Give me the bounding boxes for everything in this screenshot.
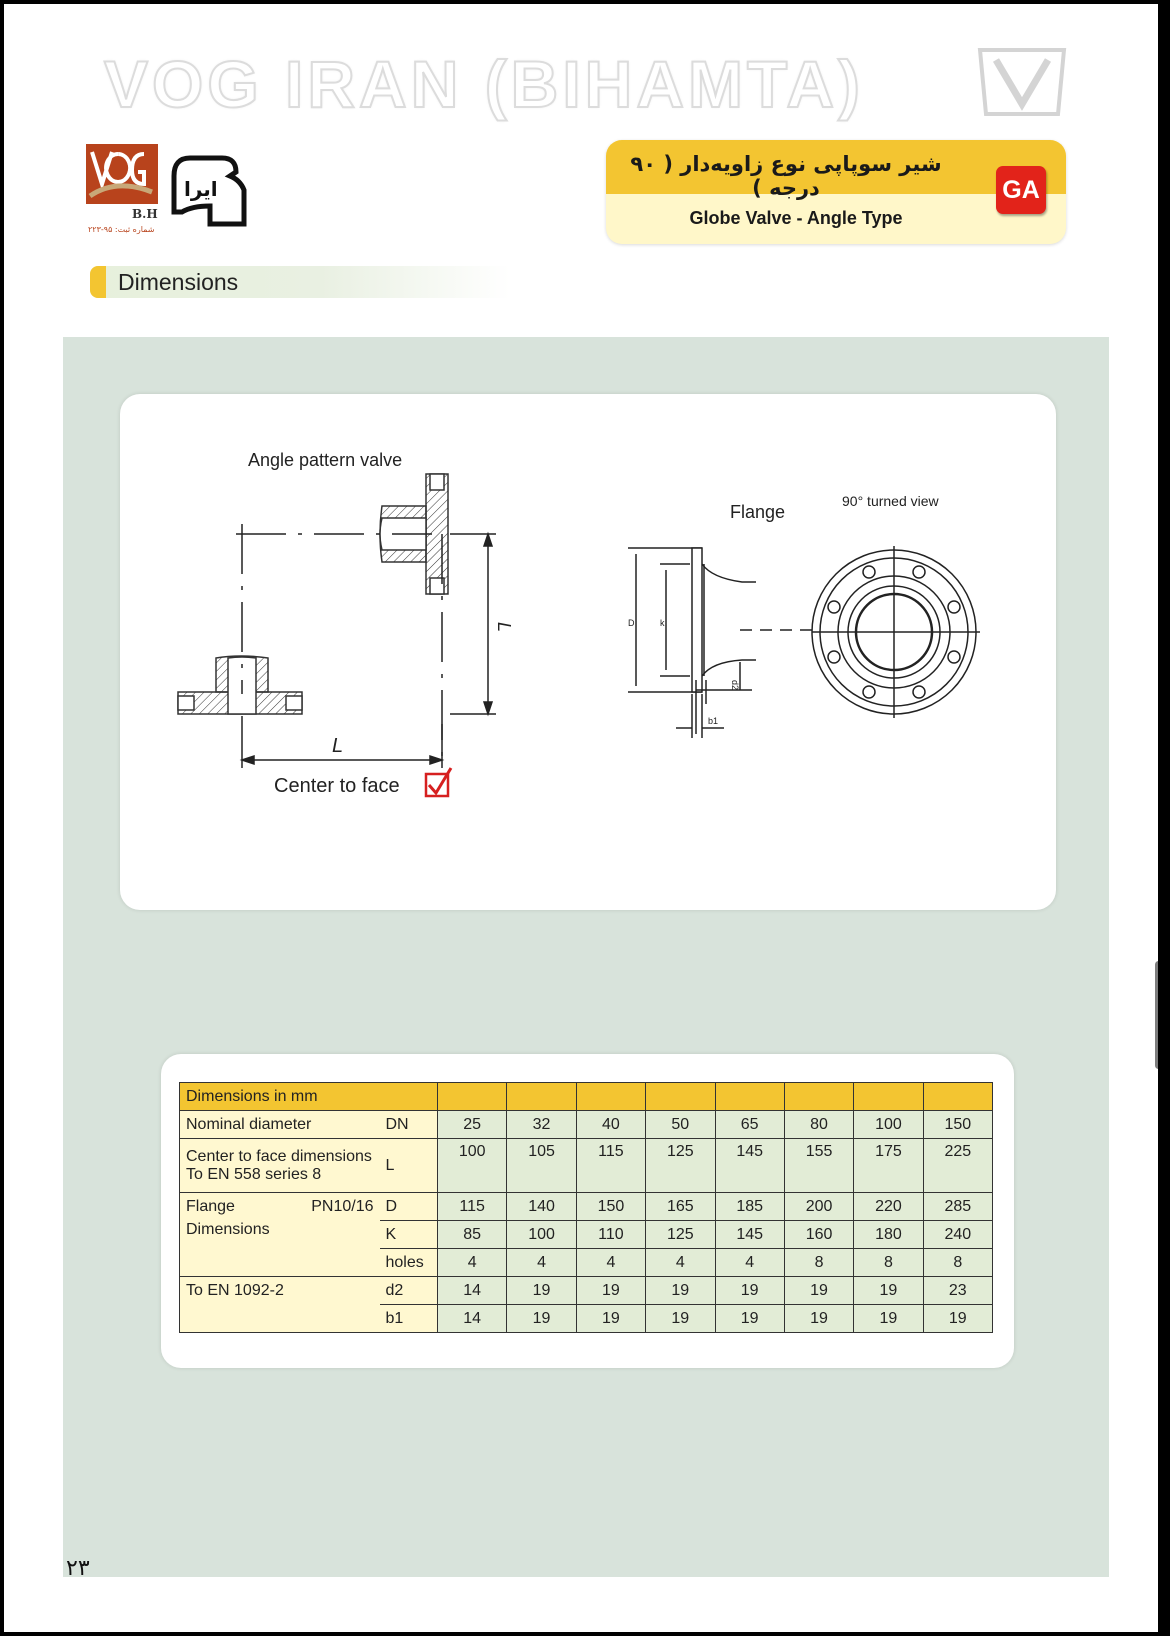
label-k: k — [660, 618, 665, 628]
label-l-vertical: L — [494, 622, 514, 633]
type-badge: GA — [996, 166, 1046, 214]
label-d2: d2 — [730, 680, 740, 691]
valve-drawing — [120, 394, 1056, 910]
table-row-center-to-face: Center to face dimensions To EN 558 series 8 L 100 105 115 125 145 155 175 225 — [180, 1139, 993, 1193]
section-header — [90, 266, 510, 298]
vog-logo-text: B.H — [132, 207, 158, 221]
section-title: Dimensions — [118, 269, 239, 295]
table-row-flange-d: Flange PN10/16 D 115 140 150 165 185 200 220 285 — [180, 1193, 993, 1221]
product-title-box — [606, 140, 1066, 244]
flange-side-view — [628, 548, 812, 738]
label-d: D — [628, 618, 635, 628]
diagram-card — [120, 394, 1056, 910]
vog-logo-registration: شماره ثبت: ۹۵-۲۲۳ — [88, 225, 155, 234]
flange-front-view — [812, 546, 980, 718]
standard-logo-text: ایرا — [184, 177, 218, 201]
table-row-d2: To EN 1092-2 d2 14 19 19 19 19 19 19 23 — [180, 1277, 993, 1305]
table-row-nominal: Nominal diameter DN 25 32 40 50 65 80 100 150 — [180, 1111, 993, 1139]
english-title: Globe Valve - Angle Type — [689, 208, 903, 228]
table-header-label: Dimensions in mm — [180, 1083, 438, 1111]
iran-standard-logo — [170, 154, 250, 232]
table-row-holes: holes 4 4 4 4 4 8 8 8 — [180, 1249, 993, 1277]
angle-pattern-title: Angle pattern valve — [248, 450, 403, 470]
center-to-face-checkbox — [426, 768, 451, 796]
bottom-flange — [178, 656, 302, 714]
dimensions-table-card — [161, 1054, 1014, 1368]
page-number: ۲۳ — [66, 1556, 90, 1581]
scrollbar-thumb[interactable] — [1155, 961, 1158, 1069]
turned-view-title: 90° turned view — [842, 493, 939, 509]
flange-title: Flange — [730, 502, 786, 522]
label-b1: b1 — [708, 716, 719, 726]
center-to-face-label: Center to face — [274, 775, 400, 797]
catalog-page — [4, 4, 1158, 1632]
brand-watermark: VOG IRAN (BIHAMTA) — [104, 47, 865, 121]
vog-company-logo — [86, 144, 158, 236]
table-header-row — [180, 1083, 993, 1111]
persian-title: شیر سوپاپی نوع زاویه‌دار ( ۹۰ درجه ) — [630, 152, 942, 200]
table-row-flange-k: Dimensions K 85 100 110 125 145 160 180 240 — [180, 1221, 993, 1249]
table-row-b1: b1 14 19 19 19 19 19 19 19 — [180, 1305, 993, 1333]
brand-v-logo-icon — [972, 42, 1072, 122]
label-l-horizontal: L — [332, 735, 344, 757]
dimensions-table — [179, 1082, 993, 1333]
